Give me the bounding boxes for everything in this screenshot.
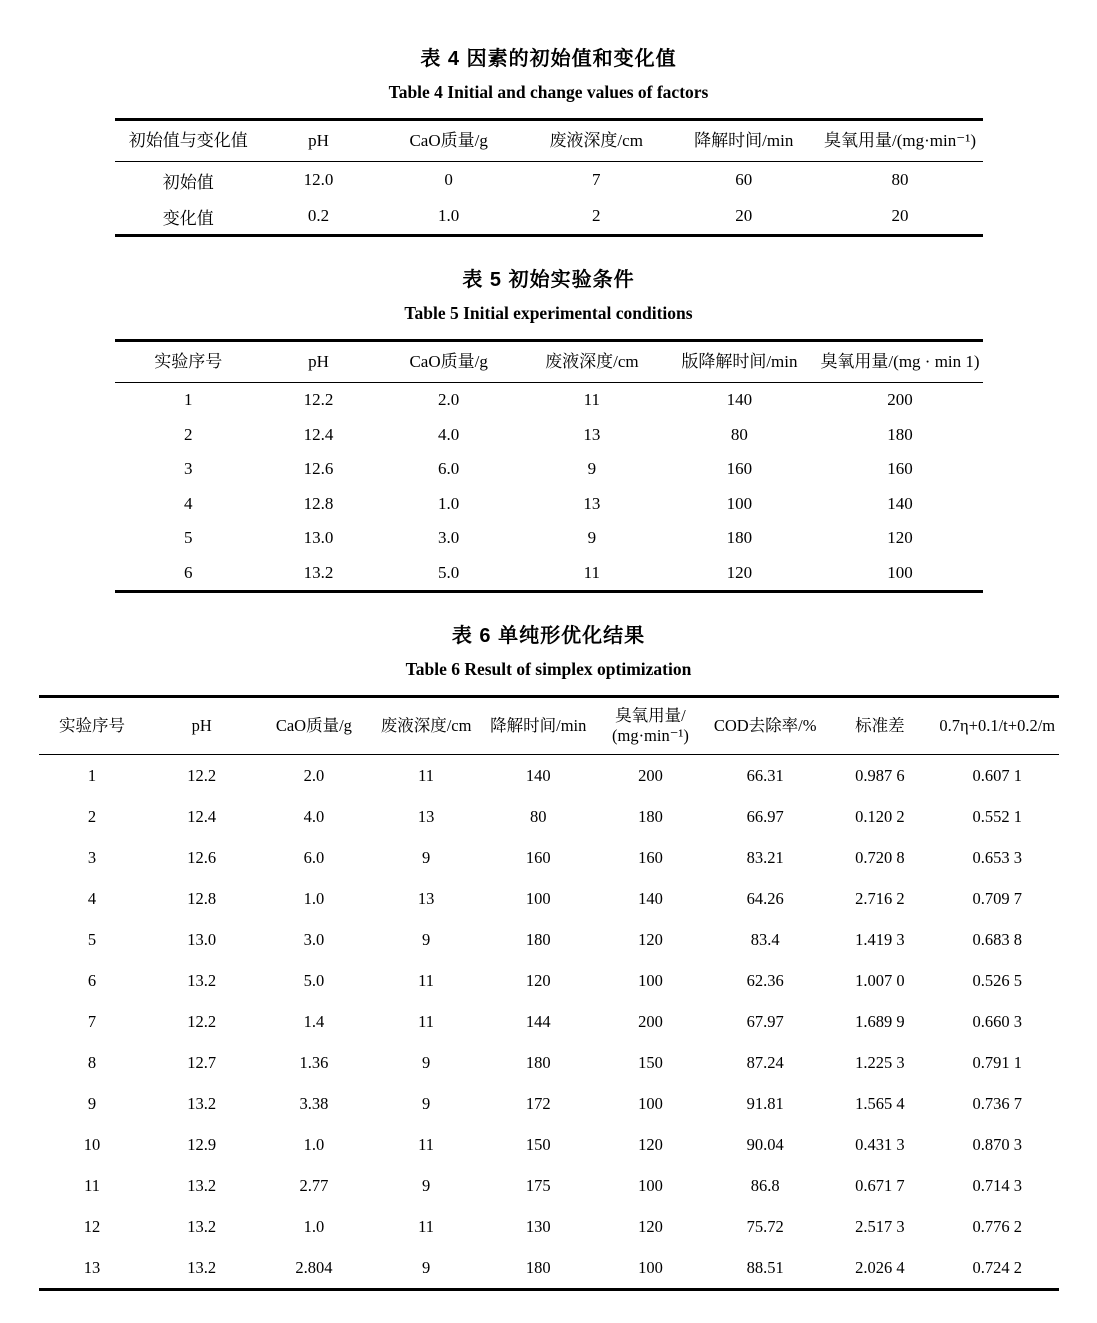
table-cell: 5 — [184, 528, 193, 548]
table-cell: 1.0 — [303, 1134, 325, 1154]
table-row — [39, 1124, 1059, 1165]
table-cell: 0.660 3 — [972, 1011, 1022, 1031]
table-cell: 180 — [525, 1052, 551, 1072]
table-cell: 12.7 — [187, 1052, 217, 1072]
table-cell: 11 — [418, 765, 434, 785]
table-cell: 2.517 3 — [855, 1216, 905, 1236]
column-header: CaO质量/g — [409, 130, 488, 150]
table-cell: 87.24 — [746, 1052, 784, 1072]
table-cell: 120 — [726, 562, 753, 582]
table-cell: 0.791 1 — [972, 1052, 1022, 1072]
table-cell: 60 — [735, 170, 753, 189]
table-cell: 13.2 — [187, 1093, 217, 1113]
table-cell: 0.714 3 — [972, 1175, 1022, 1195]
table-cell: 66.97 — [746, 806, 784, 826]
table-cell: 2.77 — [299, 1175, 329, 1195]
table-cell: 12.2 — [187, 1011, 217, 1031]
table-cell: 1.0 — [438, 493, 460, 513]
table-cell: 200 — [887, 390, 913, 410]
table-cell: 13.2 — [187, 1216, 217, 1236]
column-header: 实验序号 — [59, 716, 126, 736]
table-cell: 6 — [184, 562, 193, 582]
table-cell: 120 — [525, 970, 551, 990]
table4-section — [0, 46, 1097, 237]
table-row — [39, 1247, 1059, 1290]
table-cell: 2.0 — [303, 765, 325, 785]
table-cell: 0.607 1 — [972, 765, 1022, 785]
table-cell: 130 — [525, 1216, 551, 1236]
table-cell: 9 — [587, 459, 597, 479]
table-cell: 160 — [525, 847, 551, 867]
table-cell: 4 — [87, 888, 97, 908]
table-cell: 9 — [421, 847, 431, 867]
table-cell: 11 — [418, 1011, 434, 1031]
table-cell: 0.653 3 — [972, 847, 1022, 867]
table-cell: 140 — [525, 765, 551, 785]
table-cell: 变化值 — [162, 208, 214, 228]
table-cell: 8 — [87, 1052, 97, 1072]
table-cell: 1.0 — [438, 206, 460, 225]
table-row — [115, 418, 983, 453]
table-cell: 0.552 1 — [972, 806, 1022, 826]
table-cell: 120 — [638, 1216, 663, 1236]
table-cell: 0.671 7 — [855, 1175, 905, 1195]
table-cell: 13.2 — [187, 970, 217, 990]
table-cell: 90.04 — [746, 1134, 784, 1154]
table-cell: 91.81 — [746, 1093, 784, 1113]
table-cell: 175 — [525, 1175, 551, 1195]
table-cell: 0.683 8 — [972, 929, 1022, 949]
table-cell: 初始值 — [162, 172, 214, 192]
table-cell: 80 — [530, 806, 547, 826]
table-cell: 100 — [525, 888, 551, 908]
table-cell: 20 — [891, 206, 909, 225]
column-header: 废液深度/cm — [549, 130, 643, 150]
table-cell: 100 — [726, 493, 753, 513]
table-cell: 1.0 — [303, 888, 325, 908]
table-cell: 1.007 0 — [855, 970, 905, 990]
column-header: 臭氧用量/ (mg·min⁻¹) — [611, 706, 689, 745]
table-cell: 7 — [87, 1011, 97, 1031]
table-cell: 13 — [83, 1257, 101, 1277]
table5 — [115, 339, 983, 593]
table6-title-zh: 表 6 单纯形优化结果 — [451, 625, 646, 647]
table-cell: 100 — [638, 1093, 663, 1113]
column-header: 臭氧用量/(mg · min 1) — [820, 351, 980, 371]
table-cell: 88.51 — [746, 1257, 784, 1277]
table-cell: 172 — [525, 1093, 551, 1113]
table-cell: 2 — [87, 806, 97, 826]
table-cell: 0 — [444, 170, 453, 189]
table-cell: 180 — [525, 1257, 551, 1277]
table-cell: 13.2 — [187, 1257, 217, 1277]
table-cell: 1.419 3 — [855, 929, 905, 949]
table-cell: 2.0 — [438, 390, 460, 410]
table-cell: 150 — [525, 1134, 551, 1154]
table-cell: 12.6 — [187, 847, 217, 867]
table-cell: 1.225 3 — [855, 1052, 905, 1072]
column-header: pH — [308, 130, 329, 150]
table-cell: 83.4 — [750, 929, 780, 949]
table-row — [39, 919, 1059, 960]
table-cell: 1.36 — [299, 1052, 329, 1072]
table-row — [39, 837, 1059, 878]
table-cell: 1 — [184, 390, 193, 410]
table-cell: 10 — [83, 1134, 101, 1154]
table-row — [115, 452, 983, 487]
table-cell: 3 — [184, 459, 193, 479]
table-cell: 12.8 — [187, 888, 217, 908]
table-cell: 5.0 — [303, 970, 325, 990]
table-row — [39, 1206, 1059, 1247]
table-cell: 2 — [591, 206, 601, 225]
table-cell: 6.0 — [438, 459, 460, 479]
table-cell: 64.26 — [746, 888, 784, 908]
table-cell: 160 — [726, 459, 753, 479]
table-header-row — [115, 341, 983, 383]
column-header: CaO质量/g — [409, 351, 488, 371]
table-cell: 83.21 — [746, 847, 784, 867]
table-cell: 80 — [730, 424, 748, 444]
table-cell: 1.689 9 — [855, 1011, 905, 1031]
table-cell: 7 — [591, 170, 601, 189]
table-cell: 12.6 — [303, 459, 334, 479]
table-cell: 12.2 — [303, 390, 334, 410]
table5-section — [0, 267, 1097, 593]
table-row — [39, 1001, 1059, 1042]
table-cell: 9 — [587, 528, 597, 548]
column-header: 实验序号 — [154, 351, 223, 371]
table-cell: 1.0 — [303, 1216, 325, 1236]
table-cell: 120 — [887, 528, 913, 548]
column-header: CaO质量/g — [275, 716, 352, 736]
table-cell: 9 — [421, 1052, 431, 1072]
table-row — [115, 556, 983, 592]
table-row — [115, 383, 983, 418]
table-cell: 0.870 3 — [972, 1134, 1022, 1154]
table5-title-zh: 表 5 初始实验条件 — [462, 269, 635, 291]
table-cell: 0.776 2 — [972, 1216, 1022, 1236]
table-cell: 4 — [184, 493, 193, 513]
column-header: 标准差 — [855, 716, 905, 736]
table-cell: 120 — [638, 1134, 663, 1154]
table-cell: 180 — [525, 929, 551, 949]
table-cell: 100 — [887, 562, 913, 582]
table-cell: 2.026 4 — [855, 1257, 905, 1277]
table-cell: 9 — [421, 1257, 431, 1277]
column-header: 废液深度/cm — [545, 351, 639, 371]
table-cell: 140 — [726, 390, 753, 410]
table-cell: 180 — [726, 528, 753, 548]
table-cell: 4.0 — [303, 806, 325, 826]
table-cell: 13.2 — [187, 1175, 217, 1195]
table-cell: 9 — [421, 1175, 431, 1195]
table-cell: 0.120 2 — [855, 806, 905, 826]
table-cell: 11 — [418, 1216, 434, 1236]
table-cell: 100 — [638, 1175, 663, 1195]
table-cell: 12.9 — [187, 1134, 217, 1154]
column-header: 初始值与变化值 — [128, 130, 248, 150]
table-row — [115, 162, 983, 199]
table-cell: 11 — [418, 970, 434, 990]
table-cell: 20 — [735, 206, 753, 225]
table-cell: 0.987 6 — [855, 765, 905, 785]
table6-section — [0, 623, 1097, 1291]
table-row — [39, 1083, 1059, 1124]
table-cell: 86.8 — [750, 1175, 780, 1195]
table-cell: 5 — [87, 929, 97, 949]
table-row — [39, 1165, 1059, 1206]
table-cell: 62.36 — [746, 970, 784, 990]
table-header-row — [39, 697, 1059, 755]
table-cell: 160 — [887, 459, 913, 479]
table5-title-en: Table 5 Initial experimental conditions — [404, 303, 693, 323]
table-row — [39, 1042, 1059, 1083]
table-cell: 0.736 7 — [972, 1093, 1022, 1113]
table-cell: 150 — [638, 1052, 663, 1072]
column-header: pH — [308, 351, 329, 371]
table-cell: 0.724 2 — [972, 1257, 1022, 1277]
table-cell: 11 — [84, 1175, 100, 1195]
table-cell: 120 — [638, 929, 663, 949]
table-cell: 13.0 — [187, 929, 217, 949]
table-cell: 0.526 5 — [972, 970, 1022, 990]
table-cell: 1 — [87, 765, 97, 785]
table-row — [115, 198, 983, 236]
table-cell: 80 — [891, 170, 909, 189]
table-row — [39, 755, 1059, 797]
table4-title-en: Table 4 Initial and change values of factors — [388, 82, 709, 102]
table-cell: 5.0 — [438, 562, 460, 582]
table-cell: 12.8 — [303, 493, 334, 513]
table-cell: 67.97 — [746, 1011, 784, 1031]
table-cell: 13.0 — [303, 528, 334, 548]
table4-title-zh: 表 4 因素的初始值和变化值 — [420, 48, 677, 70]
table-cell: 3 — [87, 847, 97, 867]
table-cell: 180 — [887, 424, 913, 444]
column-header: 降解时间/min — [694, 130, 794, 150]
table-cell: 140 — [638, 888, 663, 908]
table-cell: 200 — [638, 1011, 663, 1031]
table-cell: 6 — [87, 970, 97, 990]
table-cell: 4.0 — [438, 424, 460, 444]
table-cell: 0.709 7 — [972, 888, 1022, 908]
table-cell: 13 — [583, 424, 601, 444]
table4 — [115, 118, 983, 237]
table-cell: 3.0 — [438, 528, 460, 548]
table-cell: 1.565 4 — [855, 1093, 905, 1113]
column-header: 臭氧用量/(mg·min⁻¹) — [824, 130, 976, 150]
table-cell: 13 — [417, 888, 435, 908]
column-header: COD去除率/% — [713, 716, 817, 736]
table-cell: 3.38 — [299, 1093, 329, 1113]
table-cell: 11 — [583, 390, 601, 410]
table-cell: 11 — [418, 1134, 434, 1154]
column-header: 版降解时间/min — [681, 351, 798, 371]
table-cell: 13 — [417, 806, 435, 826]
table-cell: 1.4 — [303, 1011, 325, 1031]
table-cell: 100 — [638, 1257, 663, 1277]
table-cell: 140 — [887, 493, 913, 513]
table-cell: 2.716 2 — [855, 888, 905, 908]
table-cell: 66.31 — [746, 765, 784, 785]
table-cell: 9 — [421, 1093, 431, 1113]
table6 — [39, 695, 1059, 1291]
table-cell: 2.804 — [295, 1257, 333, 1277]
table-row — [39, 960, 1059, 1001]
table-cell: 100 — [638, 970, 663, 990]
table-row — [39, 796, 1059, 837]
table-cell: 9 — [87, 1093, 97, 1113]
column-header: 0.7η+0.1/t+0.2/m — [939, 716, 1056, 736]
table-cell: 9 — [421, 929, 431, 949]
table-cell: 6.0 — [303, 847, 325, 867]
table-row — [39, 878, 1059, 919]
table-row — [115, 521, 983, 556]
table-cell: 12.4 — [303, 424, 334, 444]
table6-title-en: Table 6 Result of simplex optimization — [405, 659, 692, 679]
table-cell: 75.72 — [746, 1216, 784, 1236]
table-cell: 200 — [638, 765, 663, 785]
table-cell: 13 — [583, 493, 601, 513]
table-cell: 0.2 — [307, 206, 330, 225]
table-cell: 160 — [638, 847, 663, 867]
table-cell: 13.2 — [303, 562, 334, 582]
column-header: pH — [191, 716, 212, 736]
table-cell: 144 — [525, 1011, 551, 1031]
column-header: 废液深度/cm — [380, 716, 472, 736]
table-cell: 2 — [184, 424, 193, 444]
table-cell: 12.2 — [187, 765, 217, 785]
table-row — [115, 487, 983, 522]
table-cell: 12.4 — [187, 806, 217, 826]
table-header-row — [115, 120, 983, 162]
table-cell: 0.431 3 — [855, 1134, 905, 1154]
table-cell: 180 — [638, 806, 663, 826]
table-cell: 11 — [583, 562, 601, 582]
column-header: 降解时间/min — [490, 716, 587, 736]
table-cell: 0.720 8 — [855, 847, 905, 867]
table-cell: 3.0 — [303, 929, 325, 949]
table-cell: 12 — [83, 1216, 101, 1236]
table-cell: 12.0 — [303, 170, 334, 189]
